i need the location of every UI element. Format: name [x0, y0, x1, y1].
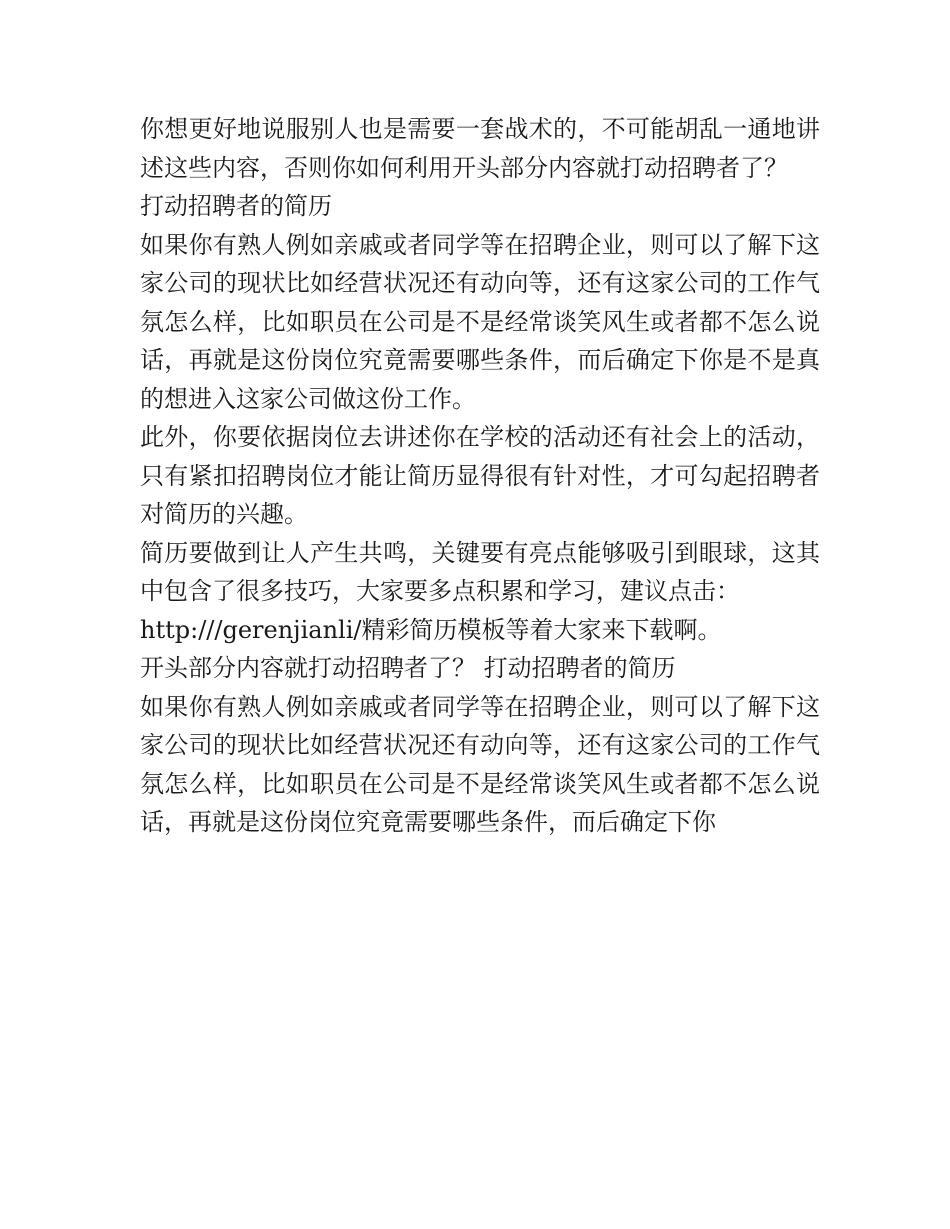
paragraph-intro: 你想更好地说服别人也是需要一套战术的，不可能胡乱一通地讲述这些内容，否则你如何利用开头部分内容就打动招聘者了？	[140, 115, 820, 182]
section-heading: 打动招聘者的简历	[140, 192, 332, 220]
section-heading-repeat: 开头部分内容就打动招聘者了？ 打动招聘者的简历	[140, 654, 676, 682]
paragraph-acquaintance: 如果你有熟人例如亲戚或者同学等在招聘企业，则可以了解下这家公司的现状比如经营状况还有动向等，还有这家公司的工作气氛怎么样，比如职员在公司是不是经常谈笑风生或者都不怎么说话，再就是这份岗位究竟需要哪些条件，而后确定下你是不是真的想进入这家公司做这份工作。	[140, 230, 820, 413]
paragraph-activities: 此外，你要依据岗位去讲述你在学校的活动还有社会上的活动，只有紧扣招聘岗位才能让简历显得很有针对性，才可勾起招聘者对简历的兴趣。	[140, 423, 820, 528]
document-body	[140, 110, 820, 842]
paragraph-link: http:///gerenjianli/精彩简历模板等着大家来下载啊。	[140, 615, 722, 644]
paragraph-acquaintance-repeat: 如果你有熟人例如亲戚或者同学等在招聘企业，则可以了解下这家公司的现状比如经营状况还有动向等，还有这家公司的工作气氛怎么样，比如职员在公司是不是经常谈笑风生或者都不怎么说话，再就是这份岗位究竟需要哪些条件，而后确定下你	[140, 692, 820, 836]
paragraph-resonance: 简历要做到让人产生共鸣，关键要有亮点能够吸引到眼球，这其中包含了很多技巧，大家要多点积累和学习，建议点击：	[140, 538, 820, 605]
